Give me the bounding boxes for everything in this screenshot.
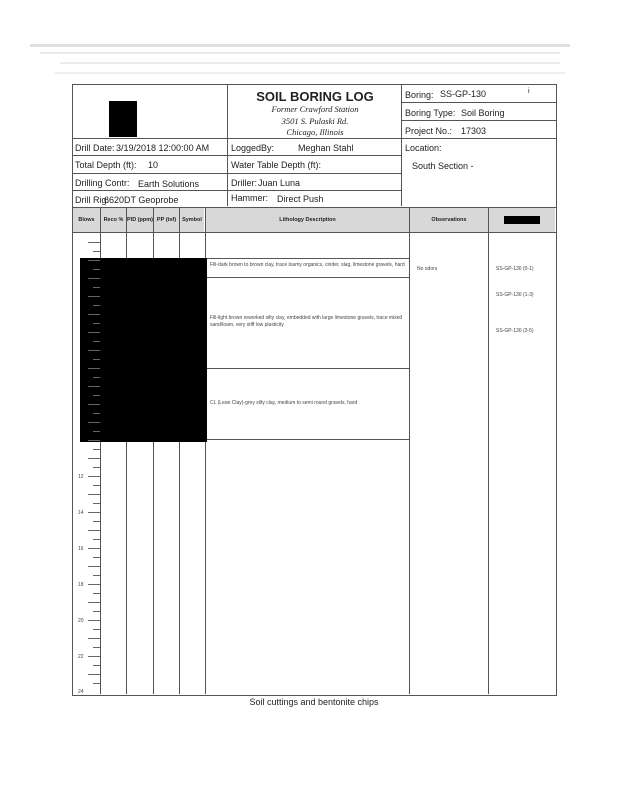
depth-tick bbox=[93, 575, 100, 576]
depth-tick bbox=[93, 593, 100, 594]
depth-tick bbox=[93, 485, 100, 486]
boring-value: SS-GP-130 bbox=[440, 89, 487, 99]
depth-label: 14 bbox=[78, 510, 84, 516]
header-rule bbox=[72, 190, 402, 191]
depth-tick bbox=[88, 656, 100, 657]
depth-tick bbox=[88, 530, 100, 531]
header-rule bbox=[72, 138, 402, 139]
depth-tick bbox=[93, 521, 100, 522]
logged-by-label: LoggedBy: bbox=[231, 143, 275, 153]
depth-tick bbox=[93, 539, 100, 540]
depth-tick bbox=[88, 332, 100, 333]
location-label: Location: bbox=[405, 143, 442, 153]
sample-id: SS-GP-130 (1-3) bbox=[496, 292, 534, 298]
scan-smudge bbox=[30, 44, 570, 47]
depth-tick bbox=[88, 422, 100, 423]
header-row-rule bbox=[72, 232, 556, 233]
depth-tick bbox=[93, 557, 100, 558]
project-no-value: 17303 bbox=[461, 126, 487, 136]
layer-boundary bbox=[205, 439, 409, 440]
col-reco: Reco % bbox=[101, 208, 126, 232]
scan-smudge bbox=[40, 52, 560, 54]
total-depth-value: 10 bbox=[148, 160, 159, 170]
depth-tick bbox=[93, 377, 100, 378]
depth-tick bbox=[88, 350, 100, 351]
depth-tick bbox=[88, 620, 100, 621]
driller-value: Juan Luna bbox=[258, 178, 301, 188]
location-value: South Section - bbox=[412, 161, 474, 171]
depth-label: 22 bbox=[78, 654, 84, 660]
hammer-label: Hammer: bbox=[231, 193, 269, 203]
driller-contr-label: Drilling Contr: bbox=[75, 178, 130, 188]
site-name: Former Crawford Station bbox=[271, 104, 359, 114]
col-blows: Blows bbox=[73, 208, 100, 232]
depth-tick bbox=[88, 566, 100, 567]
depth-tick bbox=[93, 683, 100, 684]
depth-label: 18 bbox=[78, 582, 84, 588]
col-divider bbox=[488, 208, 489, 694]
col-pid: PID (ppm) bbox=[127, 208, 153, 232]
depth-tick bbox=[88, 368, 100, 369]
layer-boundary bbox=[205, 368, 409, 369]
redacted-logo bbox=[109, 101, 137, 137]
depth-tick bbox=[93, 467, 100, 468]
header-rule bbox=[401, 102, 556, 103]
layer-boundary bbox=[205, 277, 409, 278]
col-pp: PP (tsf) bbox=[154, 208, 179, 232]
col-observations: Observations bbox=[410, 208, 488, 232]
depth-tick bbox=[93, 449, 100, 450]
header-rule bbox=[401, 138, 556, 139]
driller-label: Driller: bbox=[231, 178, 257, 188]
depth-tick bbox=[93, 503, 100, 504]
depth-tick bbox=[88, 548, 100, 549]
depth-tick bbox=[93, 269, 100, 270]
logged-by-value: Meghan Stahl bbox=[298, 143, 354, 153]
header-rule bbox=[72, 155, 402, 156]
depth-tick bbox=[88, 494, 100, 495]
depth-tick bbox=[93, 629, 100, 630]
project-no-label: Project No.: bbox=[405, 126, 453, 136]
driller-contr-value: Earth Solutions bbox=[138, 179, 200, 189]
depth-tick bbox=[88, 278, 100, 279]
layer-boundary bbox=[205, 258, 409, 259]
depth-tick bbox=[93, 413, 100, 414]
layer-description: CL (Lean Clay)-grey silty clay, medium to semi round gravels, hard bbox=[210, 400, 358, 406]
boring-type-value: Soil Boring bbox=[461, 108, 505, 118]
footer-note: Soil cuttings and bentonite chips bbox=[249, 697, 379, 707]
drill-date-label: Drill Date: bbox=[75, 143, 115, 153]
site-address: 3501 S. Pulaski Rd. bbox=[281, 116, 349, 126]
depth-tick bbox=[88, 638, 100, 639]
depth-tick bbox=[88, 602, 100, 603]
drill-rig-label: Drill Rig: bbox=[75, 195, 110, 205]
depth-label: 12 bbox=[78, 474, 84, 480]
scan-smudge bbox=[55, 72, 565, 74]
page-mark: i bbox=[528, 88, 530, 95]
depth-tick bbox=[88, 242, 100, 243]
depth-label: 24 bbox=[78, 689, 84, 695]
depth-tick bbox=[93, 647, 100, 648]
redacted-header bbox=[504, 216, 540, 224]
depth-label: 20 bbox=[78, 618, 84, 624]
depth-tick bbox=[88, 296, 100, 297]
depth-tick bbox=[88, 512, 100, 513]
hammer-value: Direct Push bbox=[277, 194, 324, 204]
depth-tick bbox=[93, 359, 100, 360]
layer-description: Fill-dark brown to brown clay, trace loamy organics, cinder, slag, limestone gravels, hard bbox=[210, 262, 405, 268]
col-lithology: Lithology Description bbox=[206, 208, 409, 232]
depth-tick bbox=[93, 251, 100, 252]
sample-id: SS-GP-130 (3-5) bbox=[496, 328, 534, 334]
site-city: Chicago, Illinois bbox=[286, 127, 344, 137]
drill-date-value: 3/19/2018 12:00:00 AM bbox=[116, 143, 210, 153]
depth-tick bbox=[93, 665, 100, 666]
depth-label: 16 bbox=[78, 546, 84, 552]
scan-smudge bbox=[60, 62, 560, 64]
depth-tick bbox=[88, 260, 100, 261]
col-sample bbox=[489, 208, 555, 232]
boring-label: Boring: bbox=[405, 90, 434, 100]
header-rule bbox=[401, 120, 556, 121]
depth-tick bbox=[88, 440, 100, 441]
depth-tick bbox=[93, 305, 100, 306]
depth-tick bbox=[93, 323, 100, 324]
header-rule bbox=[72, 173, 402, 174]
col-symbol: Symbol bbox=[180, 208, 204, 232]
report-title: SOIL BORING LOG bbox=[256, 89, 374, 104]
total-depth-label: Total Depth (ft): bbox=[75, 160, 137, 170]
sample-id: SS-GP-130 (0-1) bbox=[496, 266, 534, 272]
depth-tick bbox=[88, 314, 100, 315]
col-divider bbox=[409, 208, 410, 694]
depth-tick bbox=[88, 674, 100, 675]
header-divider bbox=[227, 84, 228, 206]
boring-type-label: Boring Type: bbox=[405, 108, 456, 118]
depth-tick bbox=[93, 341, 100, 342]
depth-tick bbox=[88, 458, 100, 459]
depth-tick bbox=[88, 386, 100, 387]
water-table-label: Water Table Depth (ft): bbox=[231, 160, 322, 170]
observation-text: No odors bbox=[417, 266, 438, 272]
layer-description: Fill-light brown reworked silty clay, embedded with large limestone gravels, trace mixed sand/loam, very stiff low plasticity bbox=[210, 315, 403, 328]
depth-tick bbox=[93, 395, 100, 396]
drill-rig-value: 6620DT Geoprobe bbox=[104, 195, 179, 205]
depth-tick bbox=[93, 431, 100, 432]
depth-tick bbox=[88, 584, 100, 585]
depth-tick bbox=[93, 287, 100, 288]
depth-tick bbox=[88, 476, 100, 477]
depth-tick bbox=[88, 404, 100, 405]
depth-tick bbox=[93, 611, 100, 612]
